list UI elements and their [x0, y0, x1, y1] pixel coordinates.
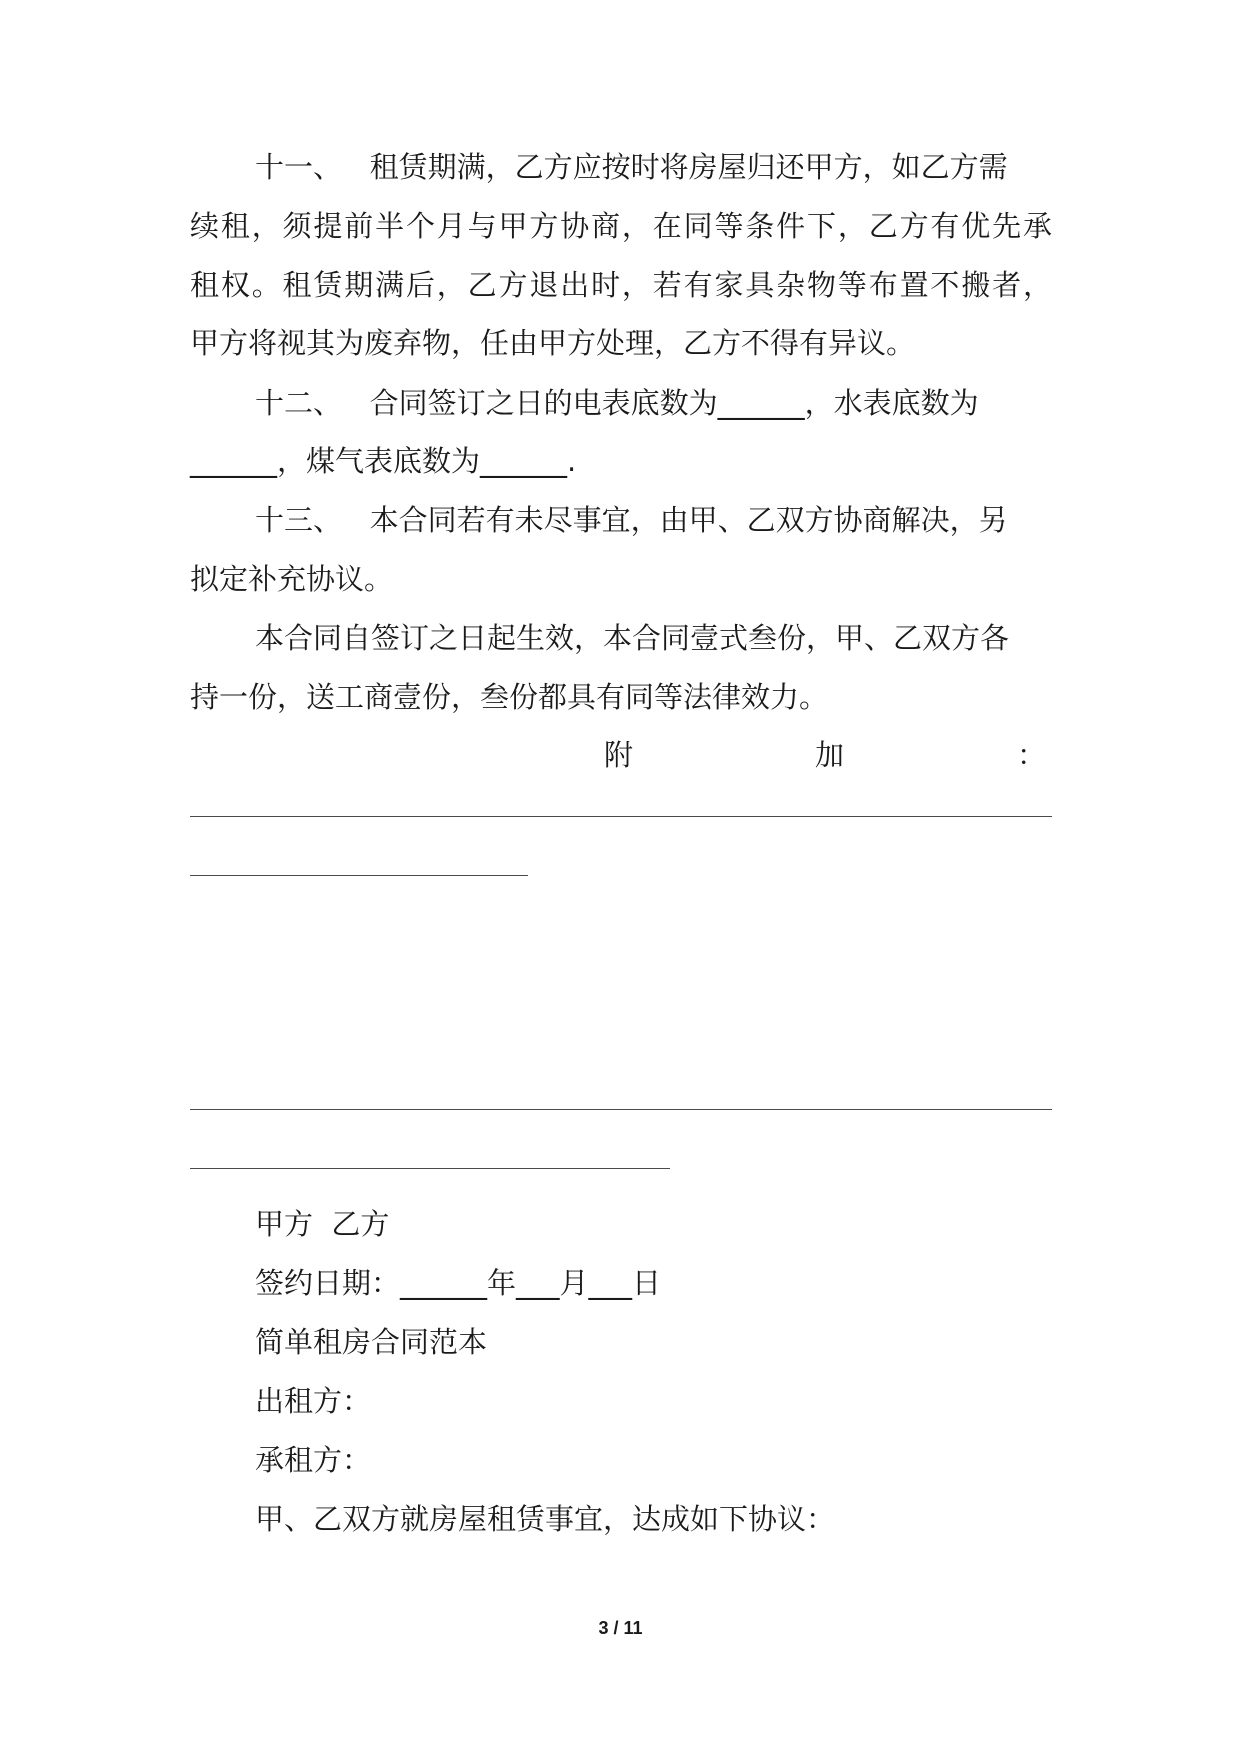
clause-12-line-2: ______，煤气表底数为______. [190, 444, 577, 478]
clause-11-line-3: 租权。租赁期满后，乙方退出时，若有家具杂物等布置不搬者， [190, 268, 1052, 302]
blank-line-2 [190, 875, 528, 876]
effective-clause-line-1: 本合同自签订之日起生效，本合同壹式叁份，甲、乙双方各 [255, 621, 1010, 655]
clause-11-line-4: 甲方将视其为废弃物，任由甲方处理，乙方不得有异议。 [190, 326, 916, 360]
blank-line-3 [190, 1109, 1052, 1110]
blank-line-1 [190, 816, 1052, 817]
blank-line-4 [190, 1168, 670, 1169]
effective-clause-line-2: 持一份，送工商壹份，叁份都具有同等法律效力。 [190, 680, 829, 714]
attachment-char-2: 加 [815, 738, 845, 772]
clause-11-line-1: 十一、 租赁期满，乙方应按时将房屋归还甲方，如乙方需 [255, 150, 1008, 184]
lessor-label: 出租方： [255, 1384, 372, 1418]
clause-12-line-1: 十二、 合同签订之日的电表底数为______，水表底数为 [255, 386, 979, 420]
clause-11-line-2: 续租，须提前半个月与甲方协商，在同等条件下，乙方有优先承 [190, 209, 1052, 243]
agreement-intro: 甲、乙双方就房屋租赁事宜，达成如下协议： [255, 1502, 836, 1536]
second-contract-title: 简单租房合同范本 [255, 1325, 488, 1359]
clause-13-line-2: 拟定补充协议。 [190, 562, 394, 596]
sign-date-line: 签约日期：______年___月___日 [255, 1266, 662, 1300]
attachment-colon: ： [1017, 738, 1047, 772]
page-number: 3 / 11 [598, 1618, 643, 1638]
lessee-label: 承租方： [255, 1443, 372, 1477]
clause-13-line-1: 十三、 本合同若有未尽事宜，由甲、乙双方协商解决，另 [255, 503, 1008, 537]
attachment-char-1: 附 [604, 738, 634, 772]
parties-line: 甲方 乙方 [255, 1207, 390, 1241]
